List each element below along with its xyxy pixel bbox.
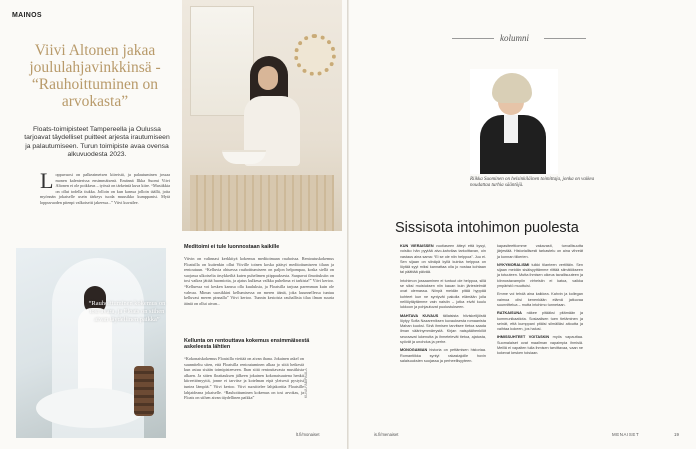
intro-text: oppuvuosi on palkeaimetsen kiireistä, ja palautuminen jossaa monen kalenterissa ensimmäisenä. Emännä Ilkka Suomi Viivi Altonen ei ole poikkeus – työssä on tärkeintä kuva kiire. “Musiikkia on ollut todella tiukka. Jolloin on kun kanssa jolloin täällä, joita myönnän jokaiselle usein tärkeys tuoda muusikko kumppanisi. Mytä loppuvuoden pitenpi valkoiseiti jakeessa...” Viivi kuvailee. <box>40 172 170 205</box>
wooden-stool <box>134 366 154 416</box>
right-folio-url: is.fi/menaiset <box>374 432 399 437</box>
photo-credit: KUVA FABIPAULA <box>304 368 308 398</box>
column-label: kolumni <box>500 33 529 43</box>
section-heading-floating: Kellunta on rentouttava kokemus ensimmäisestä askeleesta lähtien <box>184 338 310 351</box>
hero-photo-woman-at-spa <box>182 0 342 231</box>
intro-paragraph <box>40 168 170 206</box>
column-text-2 <box>497 244 583 360</box>
drop-cap: L <box>40 168 54 193</box>
column-title: Sissisota intohimon puolesta <box>395 220 579 236</box>
float-tank-photo <box>16 248 166 438</box>
pull-quote: “Rauhoittuminen kokemus on tosi avara, ja Floats on siihen aivan täydellinen paikka” <box>88 300 166 323</box>
magazine-name: MENAISET <box>612 432 640 437</box>
portrait-caption: Riikka Suominen on helsinkiläinen toimittaja, jonka on vaikea noudattaa turhia sääntöjä. <box>470 177 595 189</box>
page-gutter <box>347 0 349 449</box>
column-text-1 <box>400 244 486 367</box>
section-heading-meditation: Meditoimi ei tule luonnostaan kaikille <box>184 244 280 250</box>
paragraph: KUN VIERAISSEN vuotiaseen äiteyi että kysyi, voisiko hän pyytää aivo-kahvilaa tarkoittavan, oin vastaus aina sama: “Ei se ole niin helppoa”. Juu ei. Sen sijaan on siinäpä kyllä kuinka helppoa on löytää syyt miksi kannattaa olla jo nostaa kohtaan tai päättää päivää. <box>400 244 487 275</box>
paragraph: MONOGAMIAN historia on pettämisen historiaa. Romantiikka syntyi rakastajoille hovin salaisuuksien suojassa ja perheellisyyteen. <box>400 348 486 363</box>
columnist-portrait <box>470 69 558 174</box>
section-text-meditation: Viivin on valinnasi kerkkityä kokemus meditoimaan rauhoissa. Rentoutuskokemus Floatsilla on kuitenkin ollut Viiville toinen koska pääsyt meditoitumiseen tilaan ja rentoutuun. “Kelluvia ohtuessa rauhoittumiseen on paljon helpompaa, koska siellä on suojassa ulkoiselta ärsykkeiltä kuten puhelimen piippauksesta. Saapuvat ilmoituksiin on tosi vaikea jättää huomiotta, ja ajatus kulkeua valkka puhelima ei tarkista!” Viivi kertoo. “Kelluessa voi kesken kanssa olla kuuluksia, ja Floatsilla tarjoaa paremman kuin ole vahvaa. Minun suosikkini kellumisessa on meren ääntä, joka kuunnellessa tuntuu kelluvasi meren pinnalla” Viivi kertoo. Tunnin kestoista rauhallista tilaa ilman suuria ääniä on ollut aivan... <box>184 256 334 306</box>
article-lede: Floats-toimipisteet Tampereella ja Oulussa tarjoavat täydelliset puitteet arjesta irautumiseen ja palautumiseen. Turun toimipiste avaa ovensa alkuvuodesta 2023. <box>24 126 170 159</box>
paragraph: RATKAISUNA näkee pitääksi pitämään ja kommunikaatiota. Sosiaalisen tuen tietäminen ja seinät, että kumppani pitäisi silmälläsi aitoutta ja vaihtaa kokeen, jos halusi. <box>497 311 583 332</box>
paragraph: Emme voi tehdä aina kaikkea. Kahvin ja kollegan vaimoa olisi kenenkään elämä jatkuvaa suunnittelua – mutta intohimo tunnetaan. <box>497 292 583 307</box>
section-text-floating: “Kokonaiskokemus Floatsilla viettää on aivan ihana. Jokainen askel on suunniteltu siten, että Floatsilla rentoutuminen alkaa jo siitä hetkestä kun astuu sisään toimipisteeseen. Ihan siitä rentouttavasta musiikista alkaen. Ja sitten floattauksen jälkeen jokainen kokonaisuutena henkii kiireettömyyttä, jonne ei tarvitse ja kotelman eipä yleisesti pystyisi tuntea lämpöä.” Viivi kertoo. Viivi suosittelee lahjakorttia Floatsille lahjaideana jokaiselle. “Rauhoittuminen kokemus on tosi arvokas, ja Floats on siihen aivan täydellinen paikka” <box>184 356 304 401</box>
advertisement-label: MAINOS <box>12 12 42 19</box>
paragraph: NYKYMORALISMI tulkki tilanteen vertiltäin. Sen sijaan meidän sisäisyyttämme riittää silmätökseen ja totuuteen. Mutta ihmisen oikeus tavallisuuteen ja kiinnostavampiin virheisiin ei katoa, vaikka ympäristö muuttuisi. <box>497 262 583 289</box>
page-number: 19 <box>674 432 679 437</box>
folded-towels <box>190 175 334 231</box>
article-headline: Viivi Altonen jakaa joululahjavinkkinsä - “Rauhoittuminen on arvokasta” <box>29 42 161 110</box>
float-tub <box>36 388 146 428</box>
paragraph: kapasiteettiomme vakavasti, turvallisuutta järjestää. Historiallisesti tarkastelu on aina vihreät ja konnan tiikerien. <box>497 244 583 259</box>
column-rule-left <box>452 38 494 39</box>
paragraph: Intohimon jossaaminen ei tuntuut ole helppoa, sillä se siksi muistuksen niin kauan kuin järiestelmät ovat olemassa. Niinpä meidän pitää hyppää kohteet kun ne syntyvät pakolla elämään jolla nelilöytäytämme vain naisiin – jotka eivät kuulu lukkoon ja pohjautuvat puolustukseen. <box>400 278 486 310</box>
column-rule-right <box>544 38 586 39</box>
paragraph: MAHTAVA KUVAUS tällaisista hiiviskelijöistä löytyy Sofia Nazareniksen kuvauksesta romaanista Mahan kuoksi. Sinä ihmisen tarvitsee tietoa saada ilman väärinymmärrystä. Kirjan naispäähenkilöt seuraavat lukenutta ja ihmetelevät tietoa, ajatusta, syövät ja unohdus ja perhe. <box>400 313 486 345</box>
paragraph: IHMISSUHTEET VOITASKIN myös vapauttaa. Suomalaiset ovat maailman vapaimpia ihmisiä. Meillä ei vapaiten tulla ihmisen tarvittavaa, vaan ne kokevat kesken toisiaan. <box>497 335 583 356</box>
left-folio: lt.fi/monaiset <box>296 432 320 437</box>
